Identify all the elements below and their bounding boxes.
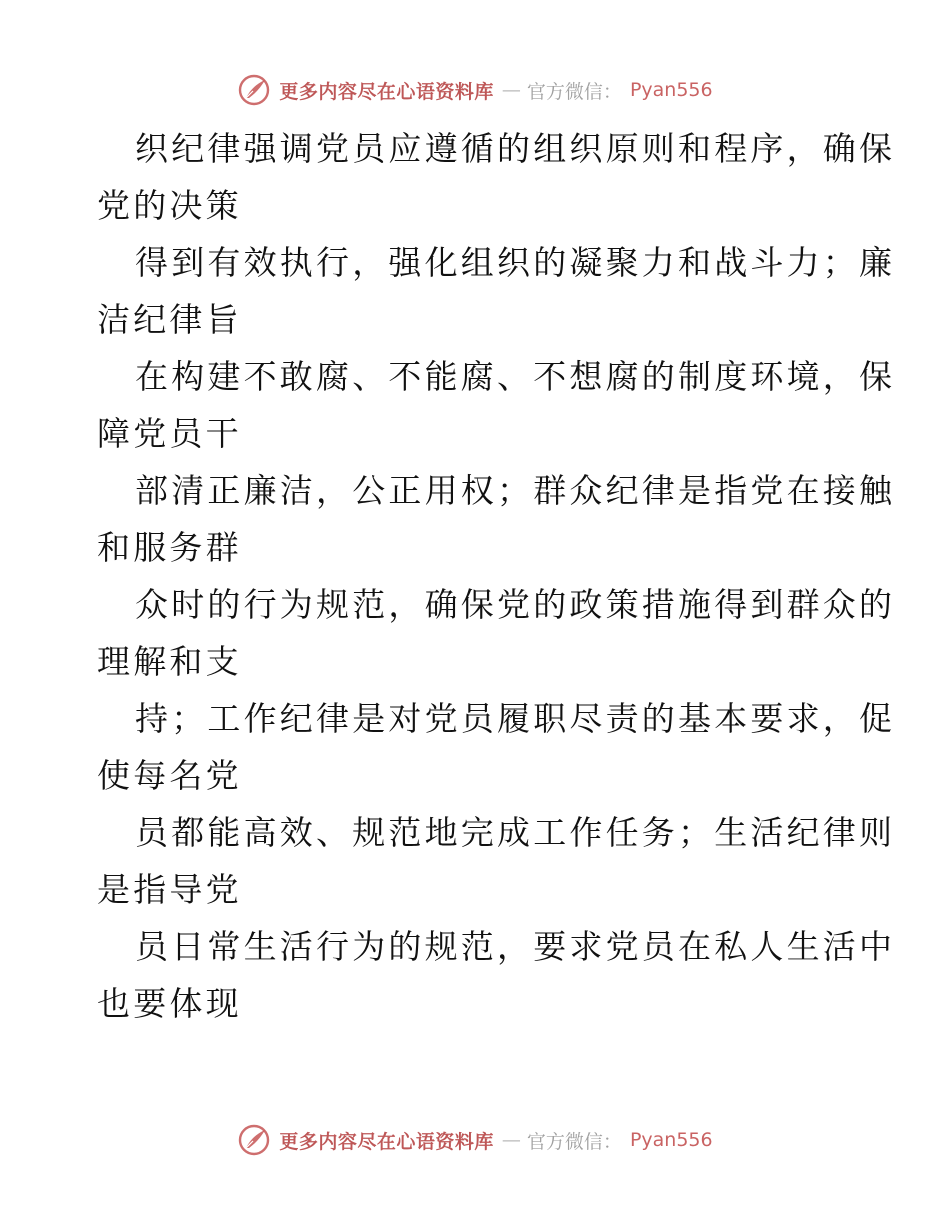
paragraph-first-line: 得到有效执行，强化组织的凝聚力和战斗力；廉 [135,243,896,282]
paragraph [97,120,896,234]
watermark-dash: — [501,79,519,101]
paragraph-second-line: 党的决策 [97,186,242,225]
watermark-wechat-label: 官方微信： [526,1130,622,1153]
paragraph [97,576,896,690]
paragraph [97,462,896,576]
paragraph-first-line: 员日常生活行为的规范，要求党员在私人生活中 [135,927,896,966]
quill-logo-icon [237,1123,271,1157]
watermark-text: 更多内容尽在心语资料库 [279,1130,494,1153]
paragraph-second-line: 使每名党 [97,756,242,795]
paragraph-first-line: 持；工作纪律是对党员履职尽责的基本要求，促 [135,699,896,738]
watermark-wechat-id: Pyan556 [629,1129,713,1151]
paragraph-first-line: 部清正廉洁，公正用权；群众纪律是指党在接触 [135,471,896,510]
paragraph [97,690,896,804]
paragraph-second-line: 是指导党 [97,870,242,909]
watermark-text: 更多内容尽在心语资料库 [279,80,494,103]
watermark-wechat-label: 官方微信： [526,80,622,103]
paragraph-second-line: 洁纪律旨 [97,300,242,339]
header-watermark [0,70,950,110]
quill-logo-icon [237,73,271,107]
paragraph-first-line: 织纪律强调党员应遵循的组织原则和程序，确保 [135,129,896,168]
paragraph-first-line: 在构建不敢腐、不能腐、不想腐的制度环境，保 [135,357,896,396]
paragraph-first-line: 众时的行为规范，确保党的政策措施得到群众的 [135,585,896,624]
paragraph [97,918,896,1032]
paragraph-second-line: 也要体现 [97,984,242,1023]
paragraph [97,804,896,918]
paragraph-second-line: 理解和支 [97,642,242,681]
footer-watermark [0,1120,950,1160]
paragraph-first-line: 员都能高效、规范地完成工作任务；生活纪律则 [135,813,896,852]
paragraph-second-line: 和服务群 [97,528,242,567]
watermark-wechat-id: Pyan556 [629,79,713,101]
paragraph [97,234,896,348]
paragraph [97,348,896,462]
watermark-dash: — [501,1129,519,1151]
document-body [97,120,896,1032]
paragraph-second-line: 障党员干 [97,414,242,453]
